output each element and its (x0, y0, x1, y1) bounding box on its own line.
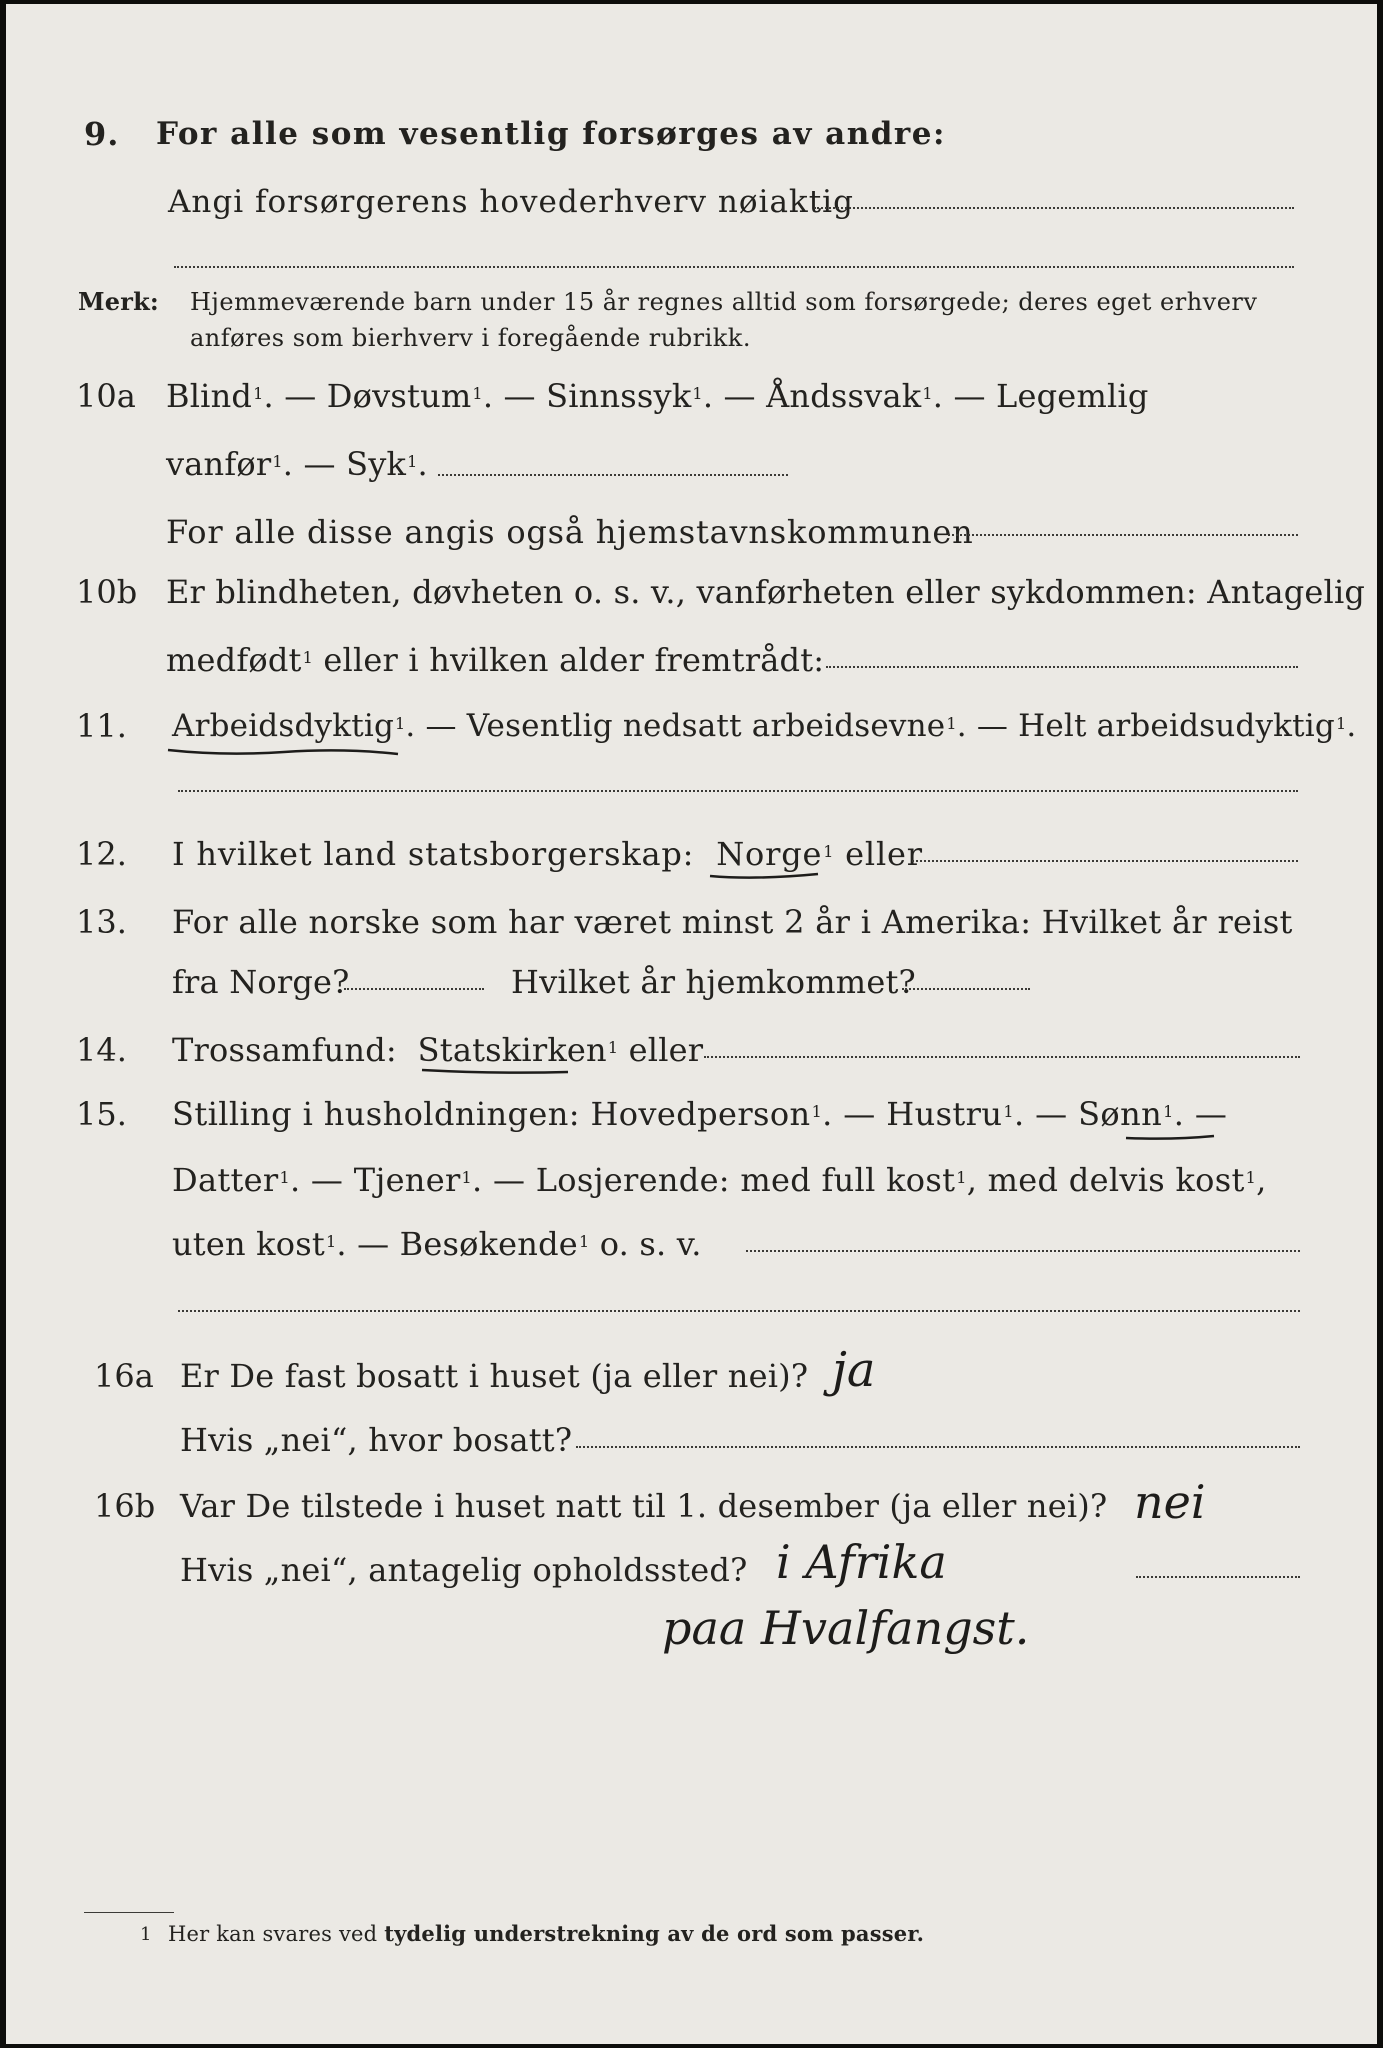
q16a-line1: Er De fast bosatt i huset (ja eller nei)? (180, 1357, 809, 1395)
q16a-line2: Hvis „nei“, hvor bosatt? (180, 1421, 573, 1459)
q14-answer: Statskirken (417, 1031, 607, 1069)
q10a-fill-line-2 (948, 534, 1298, 536)
q16b-handwritten-answer-3: paa Hvalfangst. (662, 1601, 1030, 1655)
q10b-number: 10b (76, 573, 138, 611)
merk-label: Merk: (78, 287, 159, 316)
q11-fill-line (178, 790, 1298, 792)
q9-line2: Angi forsørgerens hovederhverv nøiaktig (168, 184, 854, 220)
q10a-fill-line (438, 474, 788, 476)
q15-number: 15. (76, 1095, 127, 1133)
census-form-page (6, 4, 1377, 2044)
q16a-handwritten-answer: ja (832, 1342, 876, 1398)
q9-fill-line (814, 207, 1294, 209)
q15-answer: Sønn (1078, 1095, 1163, 1133)
q15-answer-underline (1122, 1128, 1222, 1148)
q16b-fill-line (1136, 1576, 1300, 1578)
merk-line1: Hjemmeværende barn under 15 år regnes alltid som forsørgede; deres eget erhverv (190, 288, 1258, 316)
q10b-line2: medfødt$^1$ eller i hvilken alder fremtrådt: (166, 641, 825, 679)
q13-line2a: fra Norge? (172, 963, 350, 1001)
q13-fill-line-2 (902, 988, 1030, 990)
q12-line: I hvilket land statsborgerskap: Norge$^1$ eller (172, 835, 923, 873)
q14-line: Trossamfund: Statskirken$^1$ eller (172, 1031, 704, 1069)
q16a-fill-line (576, 1446, 1300, 1448)
q10a-line3: For alle disse angis også hjemstavnskommunen (166, 513, 974, 551)
q10b-line1: Er blindheten, døvheten o. s. v., vanførheten eller sykdommen: Antagelig (166, 573, 1366, 611)
q12-fill-line (912, 860, 1298, 862)
q10b-fill-line (826, 666, 1298, 668)
q16b-number: 16b (94, 1487, 156, 1525)
merk-line2: anføres som bierhverv i foregående rubrikk. (190, 324, 751, 352)
q11-number: 11. (76, 707, 127, 745)
q15-line2: Datter$^1$. — Tjener$^1$. — Losjerende: med full kost$^1$, med delvis kost$^1$, (172, 1161, 1267, 1199)
q16b-line1: Var De tilstede i huset natt til 1. desember (ja eller nei)? (180, 1487, 1108, 1525)
q13-number: 13. (76, 903, 127, 941)
q16b-line2: Hvis „nei“, antagelig opholdssted? (180, 1551, 748, 1589)
q13-fill-line-1 (344, 988, 484, 990)
q12-answer: Norge (716, 835, 823, 873)
q9-number: 9. (84, 115, 120, 153)
q16b-handwritten-answer-2: i Afrika (776, 1535, 947, 1589)
q13-line1: For alle norske som har været minst 2 år i Amerika: Hvilket år reist (172, 903, 1293, 941)
q11-answer: Arbeidsdyktig (172, 708, 395, 744)
footnote-rule (84, 1912, 174, 1913)
q13-line2b: Hvilket år hjemkommet? (511, 963, 916, 1001)
q9-fill-line-2 (174, 266, 1294, 268)
q11-answer-underline (164, 736, 404, 760)
q15-line1: Stilling i husholdningen: Hovedperson$^1$. — Hustru$^1$. — Sønn$^1$. — (172, 1095, 1228, 1133)
q12-answer-underline (706, 866, 826, 886)
q10a-line2: vanfør$^1$. — Syk$^1$. (166, 445, 428, 483)
footnote-mark: 1 (140, 1924, 152, 1945)
q14-answer-underline (418, 1062, 578, 1082)
q14-fill-line (704, 1056, 1300, 1058)
q15-fill-line-2 (178, 1310, 1300, 1312)
q16a-number: 16a (94, 1357, 154, 1395)
q10a-number: 10a (76, 377, 136, 415)
q12-number: 12. (76, 835, 127, 873)
footnote-text: Her kan svares ved tydelig understrekning av de ord som passer. (168, 1921, 925, 1946)
q11-line: Arbeidsdyktig$^1$. — Vesentlig nedsatt arbeidsevne$^1$. — Helt arbeidsudyktig$^1$. (172, 708, 1357, 744)
q16b-handwritten-answer-1: nei (1134, 1475, 1206, 1529)
q9-title: For alle som vesentlig forsørges av andre: (156, 116, 946, 152)
q10a-line1: Blind$^1$. — Døvstum$^1$. — Sinnssyk$^1$. — Åndssvak$^1$. — Legemlig (166, 377, 1149, 415)
q15-line3: uten kost$^1$. — Besøkende$^1$ o. s. v. (172, 1225, 702, 1263)
q15-fill-line (746, 1250, 1300, 1252)
q14-number: 14. (76, 1031, 127, 1069)
